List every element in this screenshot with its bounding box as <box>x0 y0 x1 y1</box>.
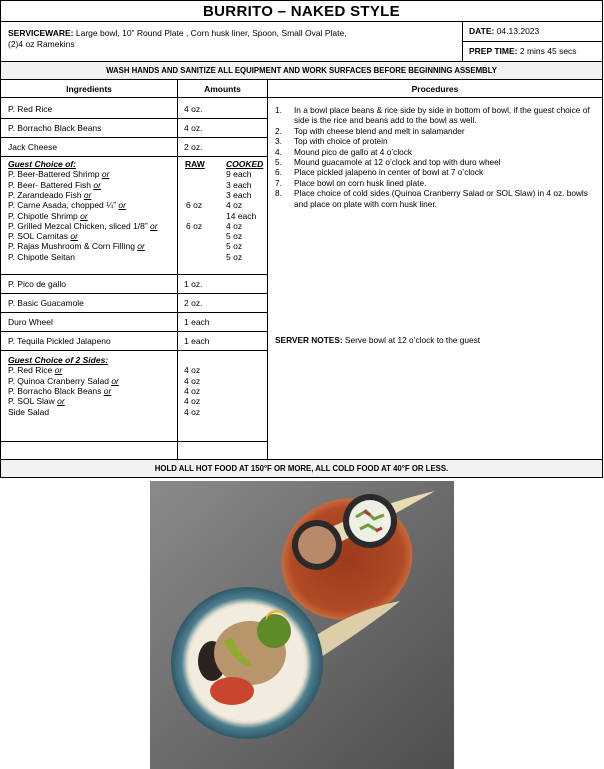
row-divider <box>1 118 267 119</box>
protein-name: P. SOL Carnitas <box>8 231 71 242</box>
row-divider <box>1 441 267 442</box>
procedure-step <box>275 126 603 136</box>
serviceware-cell <box>1 22 463 61</box>
or-text: or <box>80 210 88 221</box>
ingredient-pico-de-gallo: P. Pico de gallo <box>8 279 66 289</box>
side-amount: 4 oz <box>184 396 201 407</box>
column-divider <box>267 80 268 459</box>
protein-cooked-amount: 5 oz <box>226 231 243 242</box>
protein-cooked-amount: 4 oz <box>226 220 243 231</box>
protein-option <box>8 221 158 231</box>
prep-time-field <box>463 42 602 61</box>
side-name: P. SOL Slaw <box>8 396 58 407</box>
protein-cooked-amount: 5 oz <box>226 251 243 262</box>
or-text: or <box>83 189 92 200</box>
protein-option <box>8 180 101 190</box>
procedures-list <box>275 105 603 209</box>
protein-option <box>8 200 126 210</box>
step-text: Place bowl on corn husk lined plate. <box>294 177 427 188</box>
side-amount: 4 oz <box>184 385 201 396</box>
plated-dish-photo <box>150 481 454 769</box>
protein-name: P. Chipotle Shrimp <box>8 210 81 221</box>
amount-red-rice: 4 oz. <box>184 104 203 114</box>
protein-name: P. Carne Asada, chopped ¼” <box>8 200 119 211</box>
protein-option <box>8 211 88 221</box>
protein-cooked-amount: 4 oz <box>226 200 243 211</box>
row-divider <box>1 274 267 275</box>
amount-jack-cheese: 2 oz. <box>184 142 203 152</box>
cooked-label: COOKED <box>226 159 264 169</box>
step-number: 1. <box>275 105 282 115</box>
side-name: P. Red Rice <box>8 365 55 376</box>
server-notes-text: Serve bowl at 12 o’clock to the guest <box>342 335 481 345</box>
amounts-header: Amounts <box>178 80 267 98</box>
prep-time-label: PREP TIME: <box>469 46 518 56</box>
or-text: or <box>103 385 112 396</box>
step-number: 2. <box>275 125 282 136</box>
or-text: or <box>57 396 65 407</box>
protein-option <box>8 231 78 241</box>
procedures-header: Procedures <box>268 80 602 98</box>
date-field <box>463 22 602 42</box>
step-text: In a bowl place beans & rice side by side in bottom of bowl, if the guest choice of side is the rice and beans add to the bowl as well. <box>294 105 590 126</box>
step-text: Top with cheese blend and melt in salamander <box>294 125 465 136</box>
ingredient-red-rice: P. Red Rice <box>8 104 53 114</box>
protein-cooked-amount: 3 each <box>226 189 252 200</box>
protein-cooked-amount: 14 each <box>226 210 257 221</box>
amount-jalapeno: 1 each <box>184 336 210 346</box>
server-notes-label: SERVER NOTES: <box>275 335 343 345</box>
protein-option <box>8 241 145 251</box>
side-option <box>8 407 49 417</box>
procedure-step <box>275 178 603 188</box>
step-number: 7. <box>275 177 282 188</box>
step-text: Place choice of cold sides (Quinoa Cranberry Salad or SOL Slaw) in 4 oz. bowls and place on plate with corn husk liner. <box>294 188 588 209</box>
step-number: 5. <box>275 157 282 168</box>
protein-cooked-amount: 5 oz <box>226 241 243 252</box>
side-amount: 4 oz <box>184 375 201 386</box>
server-notes <box>275 335 480 345</box>
serviceware-text-1: Large bowl, 10” Round Plate , Corn husk liner, Spoon, Small Oval Plate, <box>73 28 347 38</box>
step-text: Place pickled jalapeno in center of bowl at 7 o’clock <box>294 167 484 178</box>
side-name: Side Salad <box>8 406 50 417</box>
or-text: or <box>101 169 110 180</box>
hold-temperature-banner: HOLD ALL HOT FOOD AT 150°F OR MORE, ALL COLD FOOD AT 40°F OR LESS. <box>0 460 603 478</box>
header-info-row <box>0 22 603 62</box>
step-number: 8. <box>275 188 282 199</box>
procedure-step <box>275 147 603 157</box>
ingredient-black-beans: P. Borracho Black Beans <box>8 123 102 133</box>
side-option <box>8 365 62 375</box>
row-divider <box>1 293 267 294</box>
row-divider <box>1 312 267 313</box>
serviceware-text-2: (2)4 oz Ramekins <box>8 39 75 49</box>
amount-duro-wheel: 1 each <box>184 317 210 327</box>
protein-cooked-amount: 9 each <box>226 169 252 180</box>
row-divider <box>1 137 267 138</box>
amount-guacamole: 2 oz. <box>184 298 203 308</box>
meta-cell <box>463 22 602 61</box>
or-text: or <box>150 220 158 231</box>
serviceware-label: SERVICEWARE: <box>8 28 74 38</box>
or-text: or <box>111 375 119 386</box>
protein-option <box>8 252 75 262</box>
pico-de-gallo <box>210 677 254 705</box>
protein-name: P. Beer-Battered Shrimp <box>8 169 102 180</box>
step-number: 3. <box>275 136 282 147</box>
rice-salad <box>298 526 336 564</box>
procedure-step <box>275 188 603 209</box>
amount-black-beans: 4 oz. <box>184 123 203 133</box>
or-text: or <box>93 179 101 190</box>
protein-name: P. Zarandeado Fish <box>8 189 84 200</box>
side-option <box>8 386 111 396</box>
step-text: Top with choice of protein <box>294 136 388 147</box>
ingredient-jalapeno: P. Tequila Pickled Jalapeno <box>8 336 111 346</box>
protein-raw-amount: 6 oz <box>186 220 203 231</box>
side-option <box>8 376 119 386</box>
or-text: or <box>118 200 126 211</box>
side-amount: 4 oz <box>184 406 201 417</box>
side-name: P. Quinoa Cranberry Salad <box>8 375 112 386</box>
step-number: 6. <box>275 167 282 178</box>
protein-raw-amount: 6 oz <box>186 200 203 211</box>
guacamole <box>257 614 291 648</box>
date-value: 04.13.2023 <box>494 26 540 36</box>
protein-option <box>8 190 91 200</box>
protein-name: P. Chipotle Seitan <box>8 251 75 262</box>
row-divider <box>1 331 267 332</box>
ingredient-guacamole: P. Basic Guacamole <box>8 298 84 308</box>
guest-choice-heading: Guest Choice of: <box>8 159 77 169</box>
procedure-step <box>275 136 603 146</box>
or-text: or <box>137 241 145 252</box>
protein-cooked-amount: 3 each <box>226 179 252 190</box>
dish-illustration <box>150 481 454 769</box>
side-option <box>8 396 65 406</box>
protein-option <box>8 169 109 179</box>
procedure-step <box>275 157 603 167</box>
protein-name: P. Beer- Battered Fish <box>8 179 94 190</box>
prep-time-value: 2 mins 45 secs <box>517 46 577 56</box>
ingredient-duro-wheel: Duro Wheel <box>8 317 53 327</box>
step-number: 4. <box>275 146 282 157</box>
slaw <box>349 500 391 542</box>
step-text: Mound pico de gallo at 4 o’clock <box>294 146 413 157</box>
protein-name: P. Rajas Mushroom & Corn Filling <box>8 241 138 252</box>
or-text: or <box>70 231 78 242</box>
recipe-title: BURRITO – NAKED STYLE <box>0 0 603 22</box>
sides-heading: Guest Choice of 2 Sides: <box>8 355 109 365</box>
recipe-table <box>0 80 603 460</box>
row-divider <box>1 156 267 157</box>
date-label: DATE: <box>469 26 495 36</box>
or-text: or <box>54 365 63 376</box>
wash-hands-banner: WASH HANDS AND SANITIZE ALL EQUIPMENT AND WORK SURFACES BEFORE BEGINNING ASSEMBLY <box>0 62 603 80</box>
protein-name: P. Grilled Mezcal Chicken, sliced 1/8” <box>8 220 151 231</box>
procedure-step <box>275 167 603 177</box>
row-divider <box>1 350 267 351</box>
procedure-step <box>275 105 603 126</box>
step-text: Mound guacamole at 12 o’clock and top with duro wheel <box>294 157 501 168</box>
side-name: P. Borracho Black Beans <box>8 385 104 396</box>
ingredient-jack-cheese: Jack Cheese <box>8 142 58 152</box>
side-amount: 4 oz <box>184 365 201 376</box>
amount-pico-de-gallo: 1 oz. <box>184 279 203 289</box>
ingredients-header: Ingredients <box>1 80 177 98</box>
raw-label: RAW <box>185 159 205 169</box>
